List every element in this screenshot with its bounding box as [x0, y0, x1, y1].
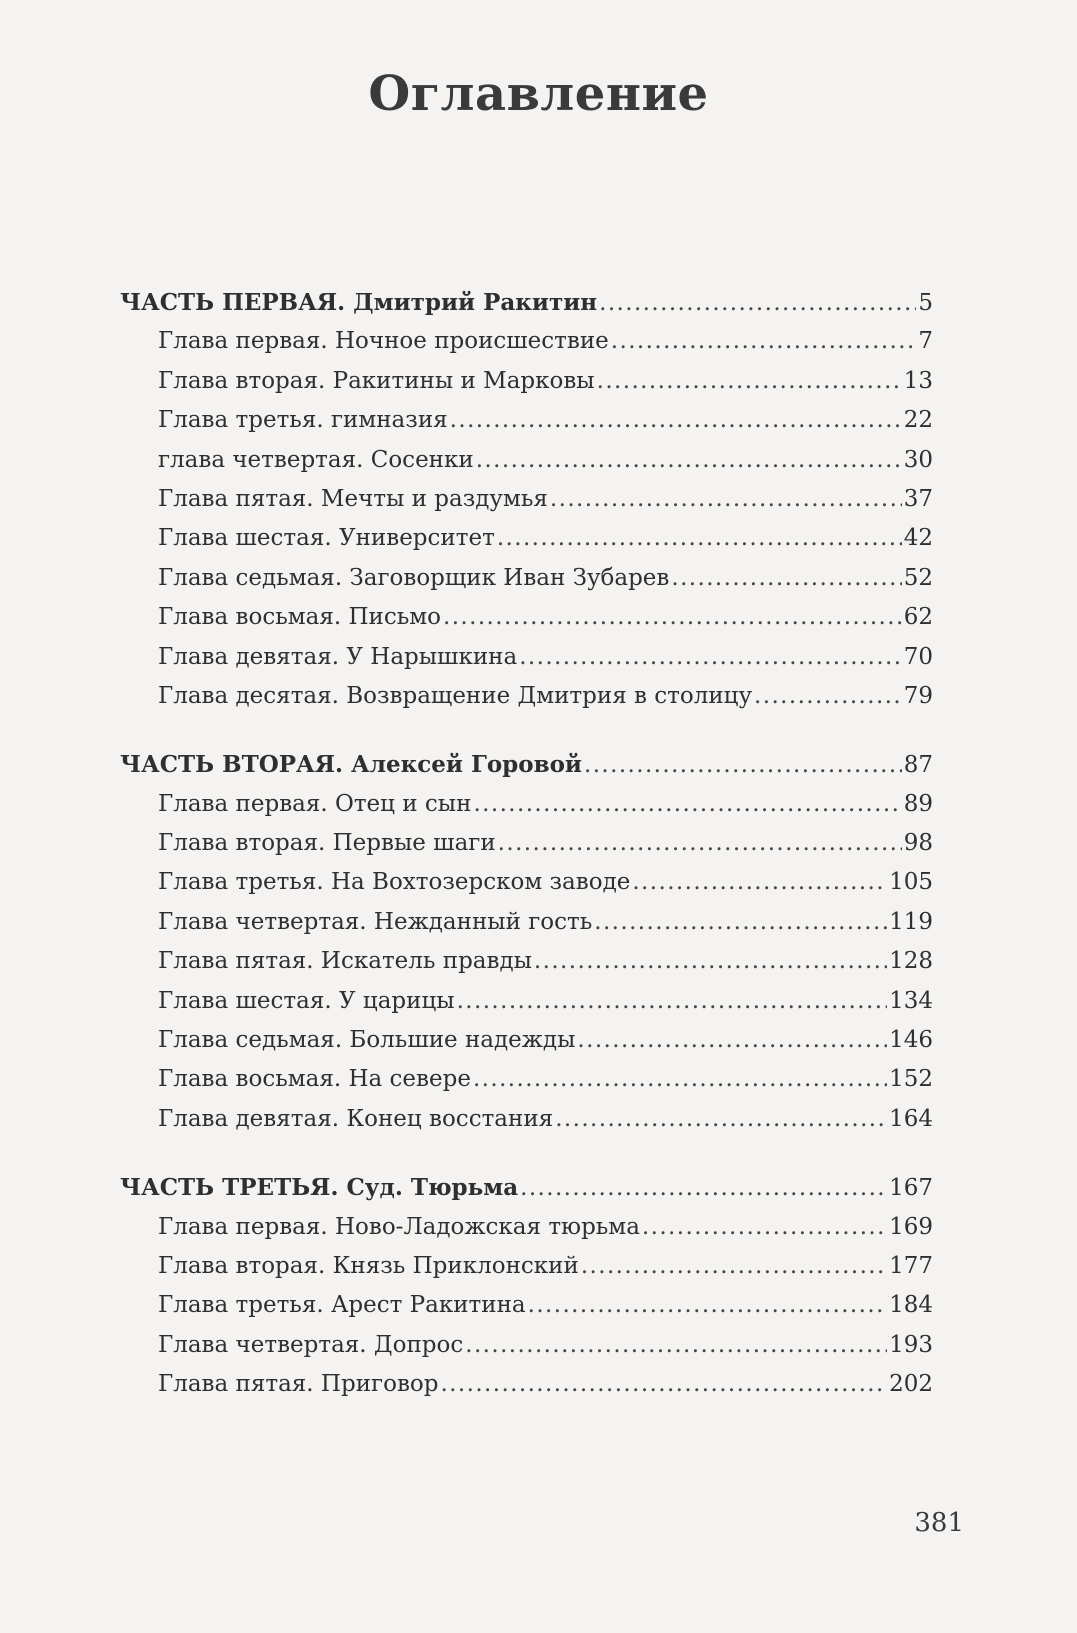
- toc-chapter-entry-label: Глава четвертая. Допрос: [158, 1331, 464, 1358]
- dot-leader: [520, 1169, 887, 1208]
- toc-chapter-entry: [120, 598, 933, 637]
- toc-chapter-entry-label: Глава пятая. Мечты и раздумья: [158, 485, 548, 512]
- dot-leader: [498, 824, 902, 863]
- dot-leader: [550, 480, 902, 519]
- dot-leader: [465, 1326, 887, 1365]
- toc-chapter-entry: [120, 1060, 933, 1099]
- dot-leader: [528, 1286, 887, 1325]
- toc-chapter-entry-page: 98: [903, 830, 933, 857]
- toc-chapter-entry-label: Глава седьмая. Заговорщик Иван Зубарев: [158, 564, 670, 591]
- dot-leader: [476, 441, 902, 480]
- toc-chapter-entry-page: 42: [903, 525, 933, 552]
- toc-chapter-entry: [120, 1208, 933, 1247]
- dot-leader: [584, 746, 902, 785]
- toc-chapter-entry-page: 146: [889, 1027, 933, 1054]
- toc-chapter-entry-page: 37: [903, 485, 933, 512]
- toc-chapter-entry: [120, 401, 933, 440]
- toc-chapter-entry-label: Глава восьмая. На севере: [158, 1066, 471, 1093]
- toc-part-heading: [120, 745, 933, 784]
- toc-part-section: [120, 283, 933, 716]
- toc-chapter-entry-label: глава четвертая. Сосенки: [158, 446, 474, 473]
- dot-leader: [519, 638, 902, 677]
- toc-part-heading-page: 5: [918, 290, 933, 316]
- dot-leader: [473, 785, 901, 824]
- toc-part-heading-page: 87: [903, 752, 933, 779]
- toc-chapter-entry-page: 119: [889, 908, 933, 935]
- dot-leader: [443, 598, 902, 637]
- toc-chapter-entry-page: 52: [903, 564, 933, 591]
- toc-chapter-entry-page: 184: [889, 1292, 933, 1319]
- toc-chapter-entry: [120, 863, 933, 902]
- toc-part-section: [120, 1168, 933, 1404]
- toc-chapter-entry-page: 79: [903, 682, 933, 709]
- toc-part-section: [120, 745, 933, 1139]
- dot-leader: [642, 1208, 887, 1247]
- toc-part-heading: [120, 1168, 933, 1207]
- toc-chapter-entry-label: Глава пятая. Приговор: [158, 1371, 439, 1398]
- table-of-contents: [120, 283, 933, 1434]
- toc-chapter-entry: [120, 824, 933, 863]
- toc-chapter-entry-page: 62: [903, 604, 933, 631]
- toc-chapter-entry-page: 152: [889, 1066, 933, 1093]
- toc-chapter-entry: [120, 362, 933, 401]
- dot-leader: [457, 982, 888, 1021]
- dot-leader: [597, 362, 902, 401]
- dot-leader: [754, 677, 902, 716]
- toc-chapter-entry-label: Глава девятая. Конец восстания: [158, 1105, 554, 1132]
- dot-leader: [671, 559, 901, 598]
- toc-chapter-entry: [120, 1365, 933, 1404]
- dot-leader: [440, 1365, 887, 1404]
- page-title: Оглавление: [368, 66, 709, 122]
- toc-chapter-entry-label: Глава вторая. Ракитины и Марковы: [158, 367, 595, 394]
- toc-chapter-entry: [120, 982, 933, 1021]
- toc-chapter-entry-label: Глава десятая. Возвращение Дмитрия в столицу: [158, 682, 753, 709]
- toc-part-heading-label: ЧАСТЬ ВТОРАЯ. Алексей Горовой: [120, 751, 582, 779]
- dot-leader: [450, 401, 902, 440]
- page-number: 381: [914, 1508, 964, 1538]
- toc-chapter-entry-label: Глава третья. На Вохтозерском заводе: [158, 869, 631, 896]
- toc-chapter-entry: [120, 1286, 933, 1325]
- dot-leader: [577, 1021, 887, 1060]
- toc-chapter-entry: [120, 638, 933, 677]
- toc-chapter-entry: [120, 1326, 933, 1365]
- toc-chapter-entry-label: Глава шестая. Университет: [158, 525, 495, 552]
- toc-chapter-entry-label: Глава третья. гимназия: [158, 407, 448, 434]
- toc-chapter-entry-label: Глава вторая. Первые шаги: [158, 830, 496, 857]
- dot-leader: [534, 942, 887, 981]
- toc-chapter-entry-page: 128: [889, 948, 933, 975]
- toc-chapter-entry: [120, 322, 933, 361]
- toc-chapter-entry-label: Глава третья. Арест Ракитина: [158, 1292, 526, 1319]
- toc-chapter-entry-page: 22: [903, 407, 933, 434]
- dot-leader: [599, 284, 916, 323]
- toc-chapter-entry-page: 134: [889, 987, 933, 1014]
- toc-chapter-entry: [120, 441, 933, 480]
- toc-chapter-entry: [120, 942, 933, 981]
- toc-chapter-entry-page: 164: [889, 1105, 933, 1132]
- dot-leader: [581, 1247, 887, 1286]
- toc-chapter-entry: [120, 519, 933, 558]
- toc-chapter-entry-label: Глава седьмая. Большие надежды: [158, 1027, 576, 1054]
- dot-leader: [473, 1060, 887, 1099]
- toc-chapter-entry-page: 7: [918, 328, 933, 355]
- dot-leader: [594, 903, 887, 942]
- toc-chapter-entry-label: Глава первая. Отец и сын: [158, 790, 472, 817]
- toc-chapter-entry: [120, 785, 933, 824]
- toc-chapter-entry-label: Глава пятая. Искатель правды: [158, 948, 532, 975]
- toc-chapter-entry-label: Глава восьмая. Письмо: [158, 604, 441, 631]
- dot-leader: [632, 863, 887, 902]
- toc-chapter-entry: [120, 1247, 933, 1286]
- toc-chapter-entry-page: 89: [903, 790, 933, 817]
- toc-chapter-entry-label: Глава первая. Ново-Ладожская тюрьма: [158, 1213, 640, 1240]
- toc-chapter-entry-page: 105: [889, 869, 933, 896]
- toc-part-heading-label: ЧАСТЬ ПЕРВАЯ. Дмитрий Ракитин: [120, 289, 598, 316]
- toc-chapter-entry-page: 177: [889, 1252, 933, 1279]
- toc-chapter-entry-page: 202: [889, 1371, 933, 1398]
- toc-chapter-entry-page: 70: [903, 643, 933, 670]
- toc-chapter-entry-page: 193: [889, 1331, 933, 1358]
- toc-part-heading: [120, 283, 933, 322]
- toc-chapter-entry-page: 169: [889, 1213, 933, 1240]
- toc-chapter-entry-page: 13: [903, 367, 933, 394]
- toc-part-heading-page: 167: [889, 1175, 933, 1202]
- toc-chapter-entry-label: Глава вторая. Князь Приклонский: [158, 1252, 579, 1279]
- dot-leader: [611, 322, 917, 361]
- toc-chapter-entry-label: Глава первая. Ночное происшествие: [158, 328, 609, 355]
- toc-chapter-entry: [120, 559, 933, 598]
- dot-leader: [555, 1100, 887, 1139]
- toc-chapter-entry: [120, 1100, 933, 1139]
- toc-chapter-entry-label: Глава шестая. У царицы: [158, 987, 455, 1014]
- toc-chapter-entry: [120, 1021, 933, 1060]
- toc-chapter-entry: [120, 677, 933, 716]
- dot-leader: [497, 519, 902, 558]
- toc-chapter-entry-label: Глава четвертая. Нежданный гость: [158, 908, 593, 935]
- toc-chapter-entry: [120, 480, 933, 519]
- toc-part-heading-label: ЧАСТЬ ТРЕТЬЯ. Суд. Тюрьма: [120, 1174, 519, 1202]
- toc-chapter-entry-label: Глава девятая. У Нарышкина: [158, 643, 518, 670]
- toc-chapter-entry: [120, 903, 933, 942]
- toc-chapter-entry-page: 30: [903, 446, 933, 473]
